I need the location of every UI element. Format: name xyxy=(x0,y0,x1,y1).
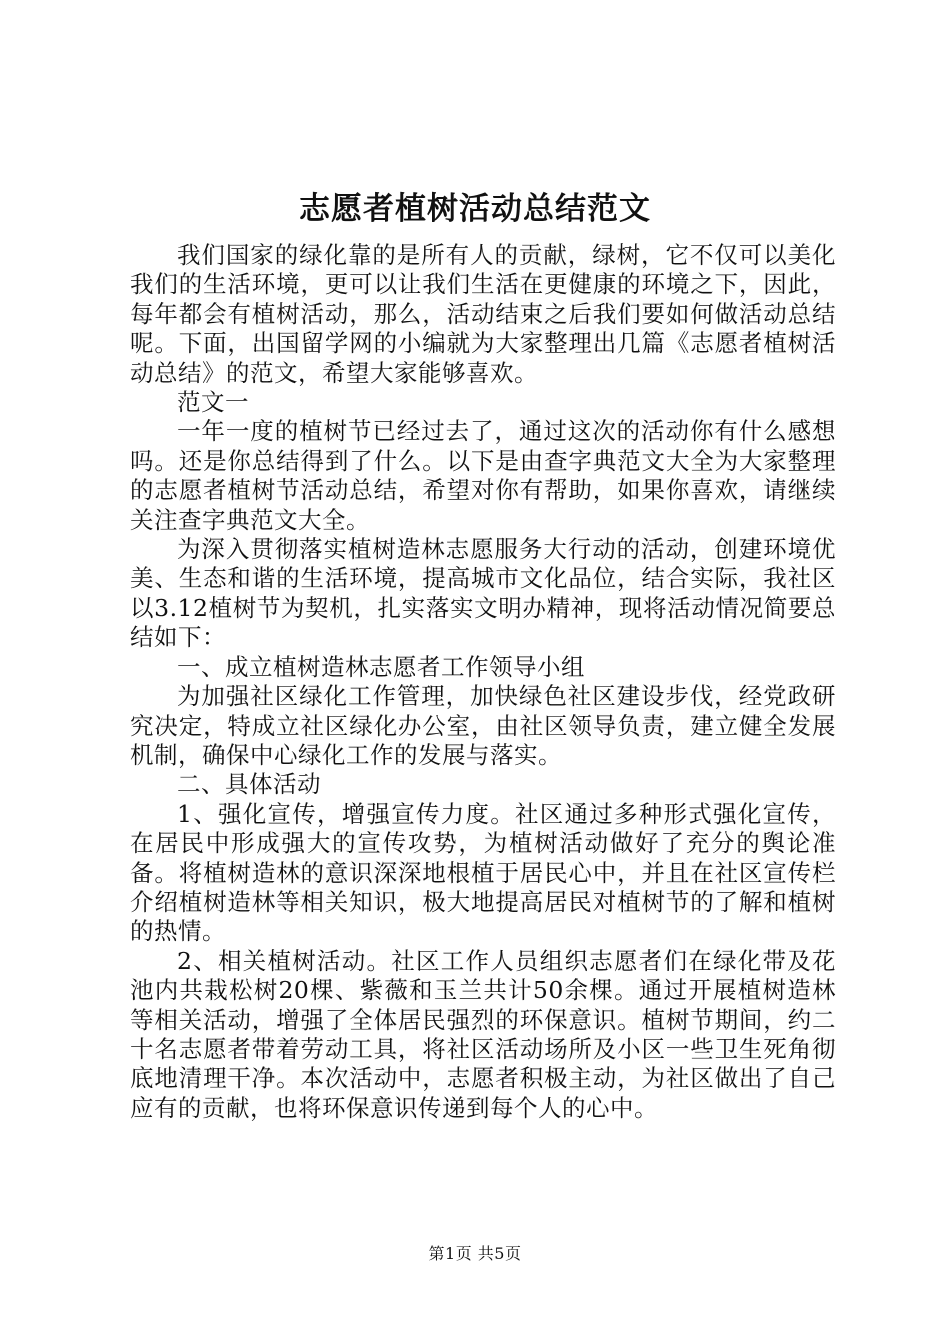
body-paragraph: 为深入贯彻落实植树造林志愿服务大行动的活动，创建环境优美、生态和谐的生活环境，提高城市文化品位，结合实际，我社区以3.12植树节为契机，扎实落实文明办精神，现将活动情况简要总结如下： xyxy=(130,535,836,652)
body-paragraph: 一年一度的植树节已经过去了，通过这次的活动你有什么感想吗。还是你总结得到了什么。以下是由查字典范文大全为大家整理的志愿者植树节活动总结，希望对你有帮助，如果你喜欢，请继续关注查字典范文大全。 xyxy=(130,417,836,534)
body-paragraph: 1、强化宣传，增强宣传力度。社区通过多种形式强化宣传，在居民中形成强大的宣传攻势，为植树活动做好了充分的舆论准备。将植树造林的意识深深地根植于居民心中，并且在社区宣传栏介绍植树造林等相关知识，极大地提高居民对植树节的了解和植树的热情。 xyxy=(130,799,836,946)
section-heading: 二、具体活动 xyxy=(177,770,321,799)
intro-paragraph: 我们国家的绿化靠的是所有人的贡献，绿树，它不仅可以美化我们的生活环境，更可以让我们生活在更健康的环境之下，因此，每年都会有植树活动，那么，活动结束之后我们要如何做活动总结呢。下面，出国留学网的小编就为大家整理出几篇《志愿者植树活动总结》的范文，希望大家能够喜欢。 xyxy=(130,241,836,387)
section-heading: 一、成立植树造林志愿者工作领导小组 xyxy=(177,652,585,681)
section-heading-sample-one: 范文一 xyxy=(177,388,249,417)
body-paragraph: 2、相关植树活动。社区工作人员组织志愿者们在绿化带及花池内共栽松树20棵、紫薇和玉兰共计50余棵。通过开展植树造林等相关活动，增强了全体居民强烈的环保意识。植树节期间，约二十名志愿者带着劳动工具，将社区活动场所及小区一些卫生死角彻底地清理干净。本次活动中，志愿者积极主动，为社区做出了自己应有的贡献，也将环保意识传递到每个人的心中。 xyxy=(130,946,836,1122)
body-paragraph: 为加强社区绿化工作管理，加快绿色社区建设步伐，经党政研究决定，特成立社区绿化办公室，由社区领导负责，建立健全发展机制，确保中心绿化工作的发展与落实。 xyxy=(130,682,836,769)
document-body xyxy=(130,241,836,1123)
page-number-footer: 第1页 共5页 xyxy=(428,1244,522,1263)
document-title: 志愿者植树活动总结范文 xyxy=(299,191,651,227)
